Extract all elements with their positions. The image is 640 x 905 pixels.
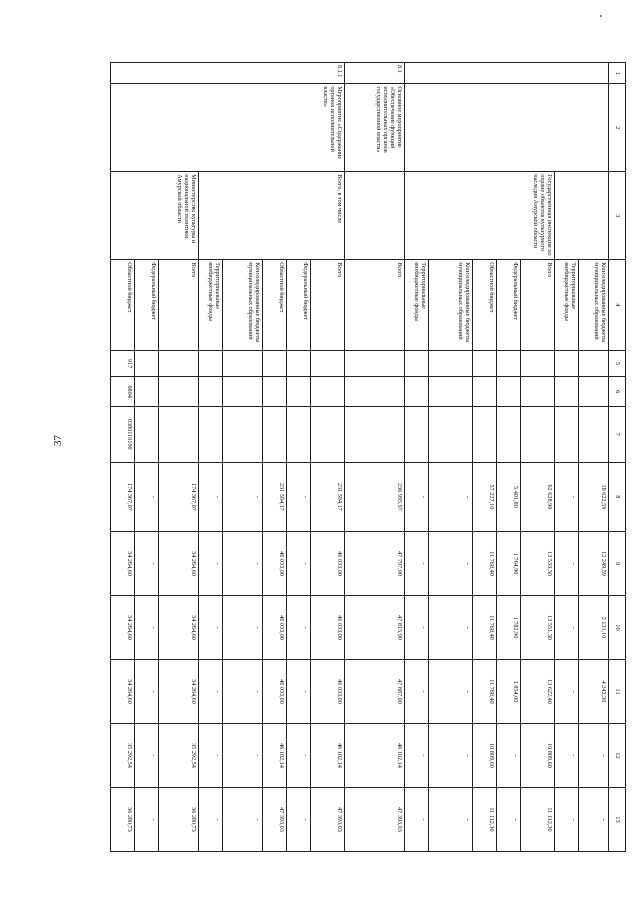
cell-col-6 xyxy=(311,377,345,406)
cell-col-4: Всего xyxy=(311,260,345,351)
cell-col-10: - xyxy=(223,596,263,660)
cell-col-9: 46 033,00 xyxy=(263,532,287,596)
cell-col-12: 46 102,14 xyxy=(345,723,405,787)
cell-col-6 xyxy=(223,377,263,406)
cell-col-12: - xyxy=(429,723,473,787)
cell-col-9: - xyxy=(287,532,311,596)
cell-col-13: - xyxy=(135,787,159,851)
cell-col-8: - xyxy=(405,462,429,531)
cell-col-9: - xyxy=(135,532,159,596)
header-cell-4: 4 xyxy=(609,260,626,351)
cell-col-4: Консолидированные бюджеты муниципальных образований xyxy=(579,260,609,351)
cell-col-4: Федеральный бюджет xyxy=(287,260,311,351)
cell-col-5 xyxy=(159,350,199,377)
cell-col-8: 236 995,97 xyxy=(345,462,405,531)
cell-col-3 xyxy=(555,172,609,260)
cell-col-12: - xyxy=(497,723,521,787)
cell-col-13: - xyxy=(287,787,311,851)
cell-col-10: - xyxy=(199,596,223,660)
cell-col-10: 47 815,90 xyxy=(345,596,405,660)
cell-col-11: 34 264,60 xyxy=(159,660,199,724)
cell-col-7 xyxy=(345,406,405,462)
table-row xyxy=(311,63,345,852)
cell-col-4: Областной бюджет xyxy=(111,260,135,351)
cell-col-11: - xyxy=(429,660,473,724)
cell-col-7 xyxy=(223,406,263,462)
cell-col-6 xyxy=(405,377,429,406)
cell-col-3: Государственная инспекция по охране объектов культурного наследия Амурской области xyxy=(405,172,555,260)
cell-col-8: - xyxy=(429,462,473,531)
cell-col-6 xyxy=(497,377,521,406)
cell-col-11: 46 033,00 xyxy=(311,660,345,724)
cell-col-11: - xyxy=(199,660,223,724)
cell-col-4: Территориальные внебюджетные фонды xyxy=(405,260,429,351)
cell-col-7: 0380110190 xyxy=(111,406,135,462)
cell-col-5 xyxy=(429,350,473,377)
cell-col-7 xyxy=(555,406,579,462)
cell-col-10: - xyxy=(135,596,159,660)
cell-col-9: 12 249,59 xyxy=(579,532,609,596)
cell-col-4: Всего xyxy=(521,260,555,351)
cell-col-5 xyxy=(473,350,497,377)
cell-col-2 xyxy=(405,84,609,172)
cell-col-12: 10 809,60 xyxy=(473,723,497,787)
cell-col-4: Областной бюджет xyxy=(263,260,287,351)
cell-col-10: 46 033,00 xyxy=(263,596,287,660)
cell-col-7 xyxy=(473,406,497,462)
cell-col-9: 11 768,40 xyxy=(473,532,497,596)
cell-col-11: - xyxy=(135,660,159,724)
cell-col-4: Всего xyxy=(159,260,199,351)
cell-col-8: 18 622,59 xyxy=(579,462,609,531)
cell-col-13: 36 280,73 xyxy=(111,787,135,851)
cell-col-13: - xyxy=(429,787,473,851)
cell-col-13: - xyxy=(555,787,579,851)
cell-col-5 xyxy=(135,350,159,377)
table-row xyxy=(159,63,199,852)
cell-col-5 xyxy=(263,350,287,377)
budget-table-sheet xyxy=(110,62,626,852)
header-cell-6: 6 xyxy=(609,377,626,406)
cell-col-5 xyxy=(521,350,555,377)
cell-col-2: Мероприятие «Содержание органов исполнительной власти» xyxy=(111,84,345,172)
table-row xyxy=(345,63,405,852)
cell-col-13: - xyxy=(223,787,263,851)
cell-col-10: 11 768,40 xyxy=(473,596,497,660)
cell-col-6: 0804 xyxy=(111,377,135,406)
cell-col-12: 46 102,14 xyxy=(263,723,287,787)
cell-col-4: Всего xyxy=(345,260,405,351)
cell-col-11: 4 242,30 xyxy=(579,660,609,724)
cell-col-13: 47 393,03 xyxy=(263,787,287,851)
header-cell-7: 7 xyxy=(609,406,626,462)
cell-col-11: - xyxy=(223,660,263,724)
cell-col-3: Всего, в том числе xyxy=(199,172,345,260)
cell-col-8: 62 628,90 xyxy=(521,462,555,531)
cell-col-8: - xyxy=(223,462,263,531)
cell-col-10: 34 264,60 xyxy=(111,596,135,660)
header-cell-3: 3 xyxy=(609,172,626,260)
header-cell-10: 10 xyxy=(609,596,626,660)
cell-col-5 xyxy=(555,350,579,377)
cell-col-10: - xyxy=(287,596,311,660)
cell-col-7 xyxy=(159,406,199,462)
header-row xyxy=(609,63,626,852)
cell-col-12: 35 292,54 xyxy=(111,723,135,787)
cell-col-4: Территориальные внебюджетные фонды xyxy=(199,260,223,351)
cell-col-11: 34 264,60 xyxy=(111,660,135,724)
cell-col-12: - xyxy=(405,723,429,787)
cell-col-5: 917 xyxy=(111,350,135,377)
cell-col-10: 46 033,00 xyxy=(311,596,345,660)
cell-col-7 xyxy=(199,406,223,462)
page-number: 37 xyxy=(52,435,64,446)
cell-col-7 xyxy=(287,406,311,462)
cell-col-5 xyxy=(497,350,521,377)
cell-col-7 xyxy=(429,406,473,462)
cell-col-8: 231 594,17 xyxy=(263,462,287,531)
cell-col-10: - xyxy=(429,596,473,660)
cell-col-5 xyxy=(405,350,429,377)
table-row xyxy=(521,63,555,852)
cell-col-4: Территориальные внебюджетные фонды xyxy=(555,260,579,351)
cell-col-8: 5 401,80 xyxy=(497,462,521,531)
cell-col-8: - xyxy=(287,462,311,531)
cell-col-12: 46 102,14 xyxy=(311,723,345,787)
header-cell-5: 5 xyxy=(609,350,626,377)
header-cell-8: 8 xyxy=(609,462,626,531)
cell-col-6 xyxy=(521,377,555,406)
cell-col-10: 1 782,90 xyxy=(497,596,521,660)
cell-col-7 xyxy=(497,406,521,462)
cell-col-4: Областной бюджет xyxy=(473,260,497,351)
cell-col-13: 47 393,03 xyxy=(345,787,405,851)
cell-col-12: - xyxy=(223,723,263,787)
cell-col-11: 46 033,00 xyxy=(263,660,287,724)
scan-speck xyxy=(600,15,602,17)
cell-col-3: Министерство культуры и национальной политики Амурской области xyxy=(111,172,199,260)
cell-col-13: - xyxy=(579,787,609,851)
cell-col-9: 34 264,60 xyxy=(111,532,135,596)
cell-col-5 xyxy=(579,350,609,377)
header-cell-2: 2 xyxy=(609,84,626,172)
cell-col-12: - xyxy=(555,723,579,787)
cell-col-11: - xyxy=(405,660,429,724)
cell-col-6 xyxy=(579,377,609,406)
cell-col-7 xyxy=(135,406,159,462)
cell-col-6 xyxy=(263,377,287,406)
cell-col-9: 34 264,60 xyxy=(159,532,199,596)
cell-col-13: 11 112,30 xyxy=(473,787,497,851)
cell-col-12: 35 292,54 xyxy=(159,723,199,787)
cell-col-9: - xyxy=(429,532,473,596)
header-cell-12: 12 xyxy=(609,723,626,787)
cell-col-8: 231 594,17 xyxy=(311,462,345,531)
cell-col-4: Консолидированные бюджеты муниципальных образований xyxy=(429,260,473,351)
cell-col-5 xyxy=(199,350,223,377)
cell-col-11: 11 768,40 xyxy=(473,660,497,724)
header-cell-1: 1 xyxy=(609,63,626,84)
cell-col-13: - xyxy=(405,787,429,851)
cell-col-9: 1 764,90 xyxy=(497,532,521,596)
cell-col-9: 46 033,00 xyxy=(311,532,345,596)
cell-col-12: 10 809,60 xyxy=(521,723,555,787)
cell-col-10: - xyxy=(405,596,429,660)
cell-col-11: 1 854,00 xyxy=(497,660,521,724)
cell-col-7 xyxy=(263,406,287,462)
cell-col-6 xyxy=(287,377,311,406)
cell-col-6 xyxy=(135,377,159,406)
cell-col-12: - xyxy=(199,723,223,787)
cell-col-9: - xyxy=(223,532,263,596)
cell-col-4: Консолидированные бюджеты муниципальных образований xyxy=(223,260,263,351)
cell-col-7 xyxy=(311,406,345,462)
cell-col-11: 47 887,00 xyxy=(345,660,405,724)
cell-col-8: - xyxy=(135,462,159,531)
cell-col-8: - xyxy=(555,462,579,531)
cell-col-8: - xyxy=(199,462,223,531)
cell-col-13: 11 112,30 xyxy=(521,787,555,851)
cell-col-5 xyxy=(345,350,405,377)
cell-col-12: - xyxy=(135,723,159,787)
cell-col-7 xyxy=(405,406,429,462)
cell-col-5 xyxy=(223,350,263,377)
cell-col-3 xyxy=(345,172,405,260)
table-row xyxy=(579,63,609,852)
header-cell-9: 9 xyxy=(609,532,626,596)
header-cell-11: 11 xyxy=(609,660,626,724)
cell-col-11: 13 622,40 xyxy=(521,660,555,724)
cell-col-1: 8.1.1 xyxy=(111,63,345,84)
cell-col-1: 8.1 xyxy=(345,63,405,84)
cell-col-13: - xyxy=(497,787,521,851)
cell-col-13: 36 280,73 xyxy=(159,787,199,851)
cell-col-11: - xyxy=(555,660,579,724)
cell-col-2: Основное мероприятие «Обеспечение функций исполнительных органов государственной власти» xyxy=(345,84,405,172)
cell-col-9: - xyxy=(199,532,223,596)
cell-col-10: 2 131,10 xyxy=(579,596,609,660)
cell-col-7 xyxy=(579,406,609,462)
cell-col-7 xyxy=(521,406,555,462)
cell-col-13: - xyxy=(199,787,223,851)
header-cell-13: 13 xyxy=(609,787,626,851)
cell-col-1 xyxy=(405,63,609,84)
cell-col-9: - xyxy=(405,532,429,596)
budget-table xyxy=(110,62,626,852)
cell-col-8: 174 367,07 xyxy=(159,462,199,531)
cell-col-10: - xyxy=(555,596,579,660)
cell-col-9: 13 533,30 xyxy=(521,532,555,596)
cell-col-6 xyxy=(555,377,579,406)
cell-col-8: 57 227,10 xyxy=(473,462,497,531)
cell-col-8: 174 367,07 xyxy=(111,462,135,531)
cell-col-5 xyxy=(311,350,345,377)
cell-col-6 xyxy=(473,377,497,406)
cell-col-4: Федеральный бюджет xyxy=(497,260,521,351)
cell-col-4: Федеральный бюджет xyxy=(135,260,159,351)
cell-col-6 xyxy=(345,377,405,406)
cell-col-6 xyxy=(429,377,473,406)
cell-col-6 xyxy=(199,377,223,406)
cell-col-10: 34 264,60 xyxy=(159,596,199,660)
cell-col-5 xyxy=(287,350,311,377)
cell-col-9: 47 797,90 xyxy=(345,532,405,596)
budget-table-body xyxy=(111,63,626,852)
cell-col-12: - xyxy=(579,723,609,787)
cell-col-9: - xyxy=(555,532,579,596)
cell-col-6 xyxy=(159,377,199,406)
cell-col-10: 13 551,30 xyxy=(521,596,555,660)
cell-col-11: - xyxy=(287,660,311,724)
cell-col-13: 47 393,03 xyxy=(311,787,345,851)
cell-col-12: - xyxy=(287,723,311,787)
